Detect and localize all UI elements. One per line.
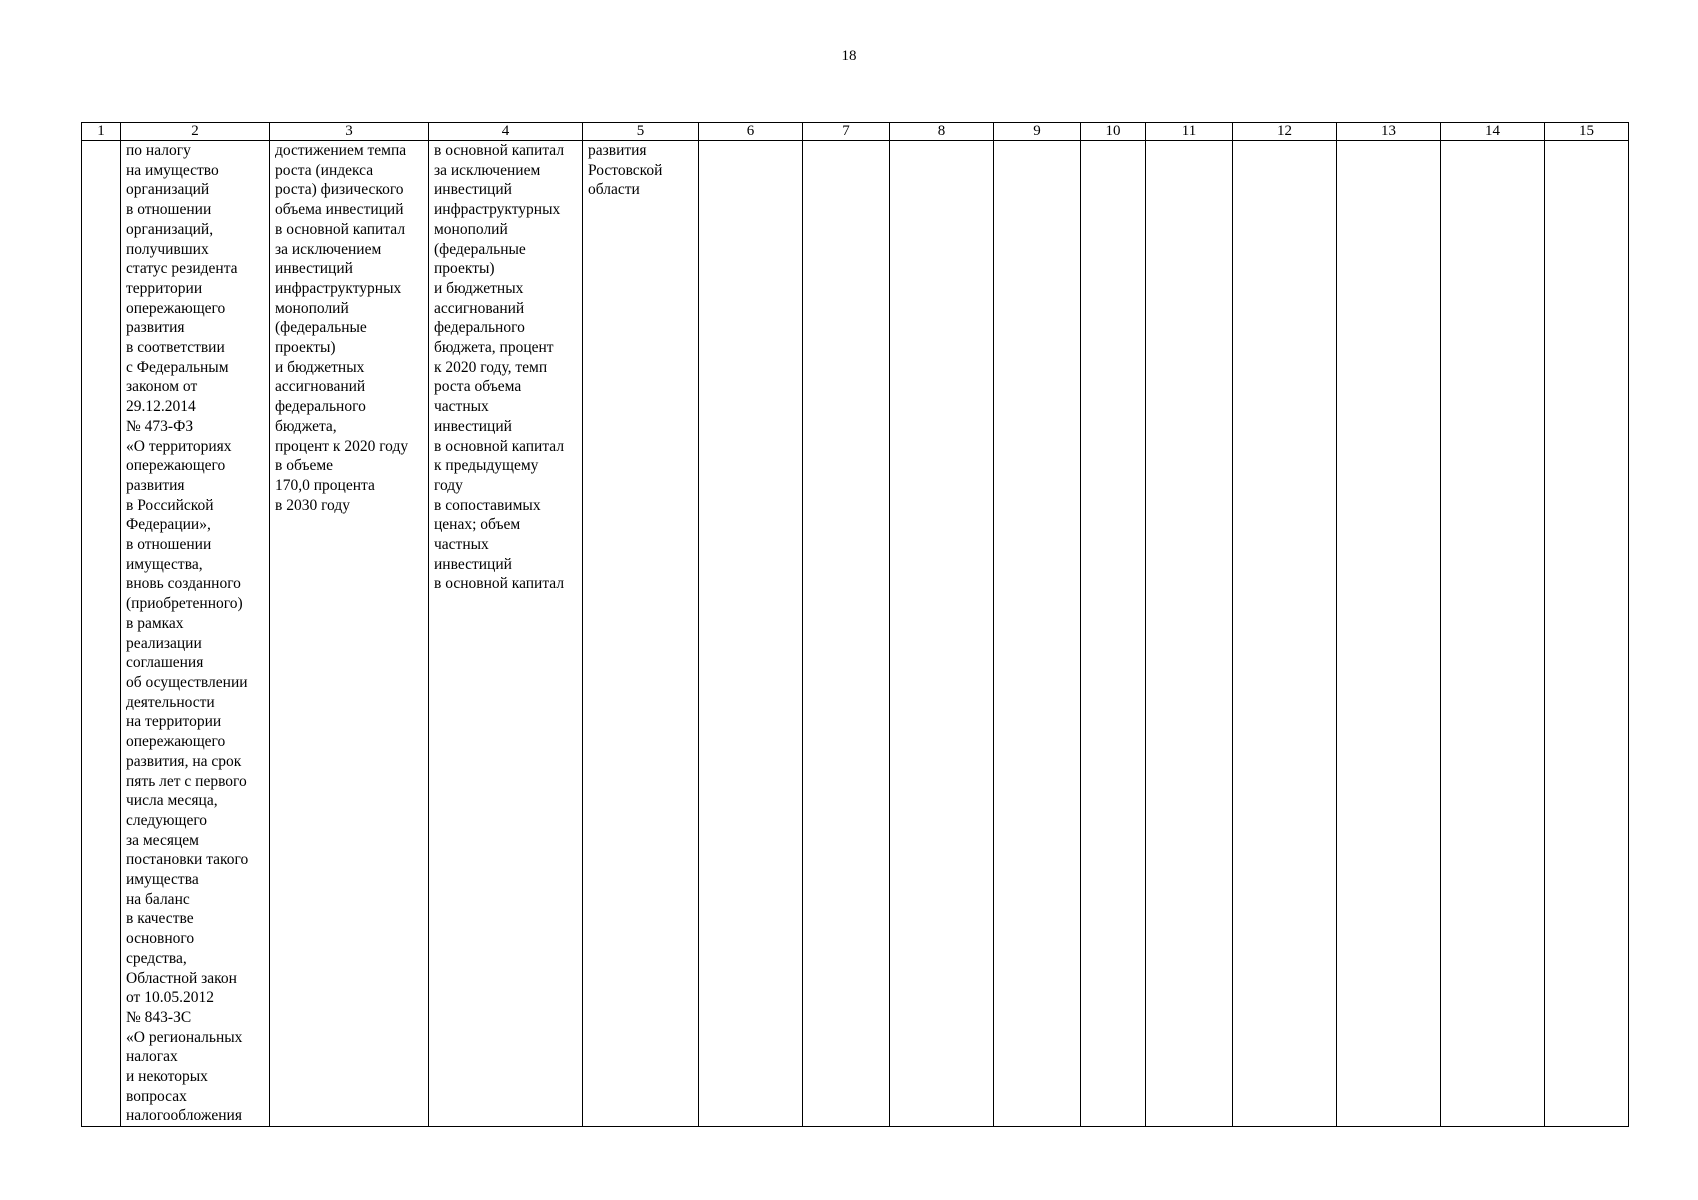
column-header: 1 xyxy=(82,123,121,141)
table-cell xyxy=(121,141,270,1127)
table-cell xyxy=(1545,141,1629,1127)
table-cell xyxy=(1337,141,1441,1127)
cell-text: достижением темпа роста (индекса роста) физического объема инвестиций в основной капитал за исключением инвестиций инфраструктурных монополий (федеральные проекты) и бюджетных ассигнований федерального бюджета, процент к 2020 году в объеме 170,0 процента в 2030 году xyxy=(275,142,409,514)
column-header: 11 xyxy=(1146,123,1233,141)
cell-text: в основной капитал за исключением инвестиций инфраструктурных монополий (федеральные проекты) и бюджетных ассигнований федерального бюджета, процент к 2020 году, темп роста объема частных инвестиций в основной капитал к предыдущему году в сопоставимых ценах; объем частных инвестиций в основной капитал xyxy=(434,142,565,593)
column-header: 10 xyxy=(1081,123,1146,141)
column-header: 15 xyxy=(1545,123,1629,141)
cell-text: развития Ростовской области xyxy=(588,142,663,199)
table-cell xyxy=(1233,141,1337,1127)
page-number: 18 xyxy=(841,48,857,64)
column-header: 3 xyxy=(270,123,429,141)
document-table xyxy=(81,122,1629,1127)
table-cell xyxy=(890,141,994,1127)
table-row xyxy=(82,141,1629,1127)
column-header: 9 xyxy=(994,123,1081,141)
column-header: 4 xyxy=(429,123,583,141)
table-cell xyxy=(270,141,429,1127)
table-cell xyxy=(994,141,1081,1127)
table-cell xyxy=(82,141,121,1127)
column-header: 8 xyxy=(890,123,994,141)
column-header: 6 xyxy=(699,123,803,141)
table-cell xyxy=(1441,141,1545,1127)
table-cell xyxy=(583,141,699,1127)
table-cell xyxy=(1081,141,1146,1127)
column-header: 2 xyxy=(121,123,270,141)
column-header: 7 xyxy=(803,123,890,141)
column-header: 5 xyxy=(583,123,699,141)
cell-text: по налогу на имущество организаций в отношении организаций, получивших статус резидента территории опережающего развития в соответствии с Федеральным законом от 29.12.2014 № 473-ФЗ «О территориях опережающего развития в Российской Федерации», в отношении имущества, вновь созданного (приобретенного) в рамках реализации соглашения об осуществлении деятельности на территории опережающего развития, на срок пять лет с первого числа месяца, следующего за месяцем постановки такого имущества на баланс в качестве основного средства, Областной закон от 10.05.2012 № 843-ЗС «О региональных налогах и некоторых вопросах налогообложения xyxy=(126,142,249,1125)
table-cell xyxy=(699,141,803,1127)
column-header: 12 xyxy=(1233,123,1337,141)
table-cell xyxy=(1146,141,1233,1127)
table-cell xyxy=(803,141,890,1127)
column-header: 13 xyxy=(1337,123,1441,141)
table-header-row xyxy=(82,123,1629,141)
column-header: 14 xyxy=(1441,123,1545,141)
table-cell xyxy=(429,141,583,1127)
